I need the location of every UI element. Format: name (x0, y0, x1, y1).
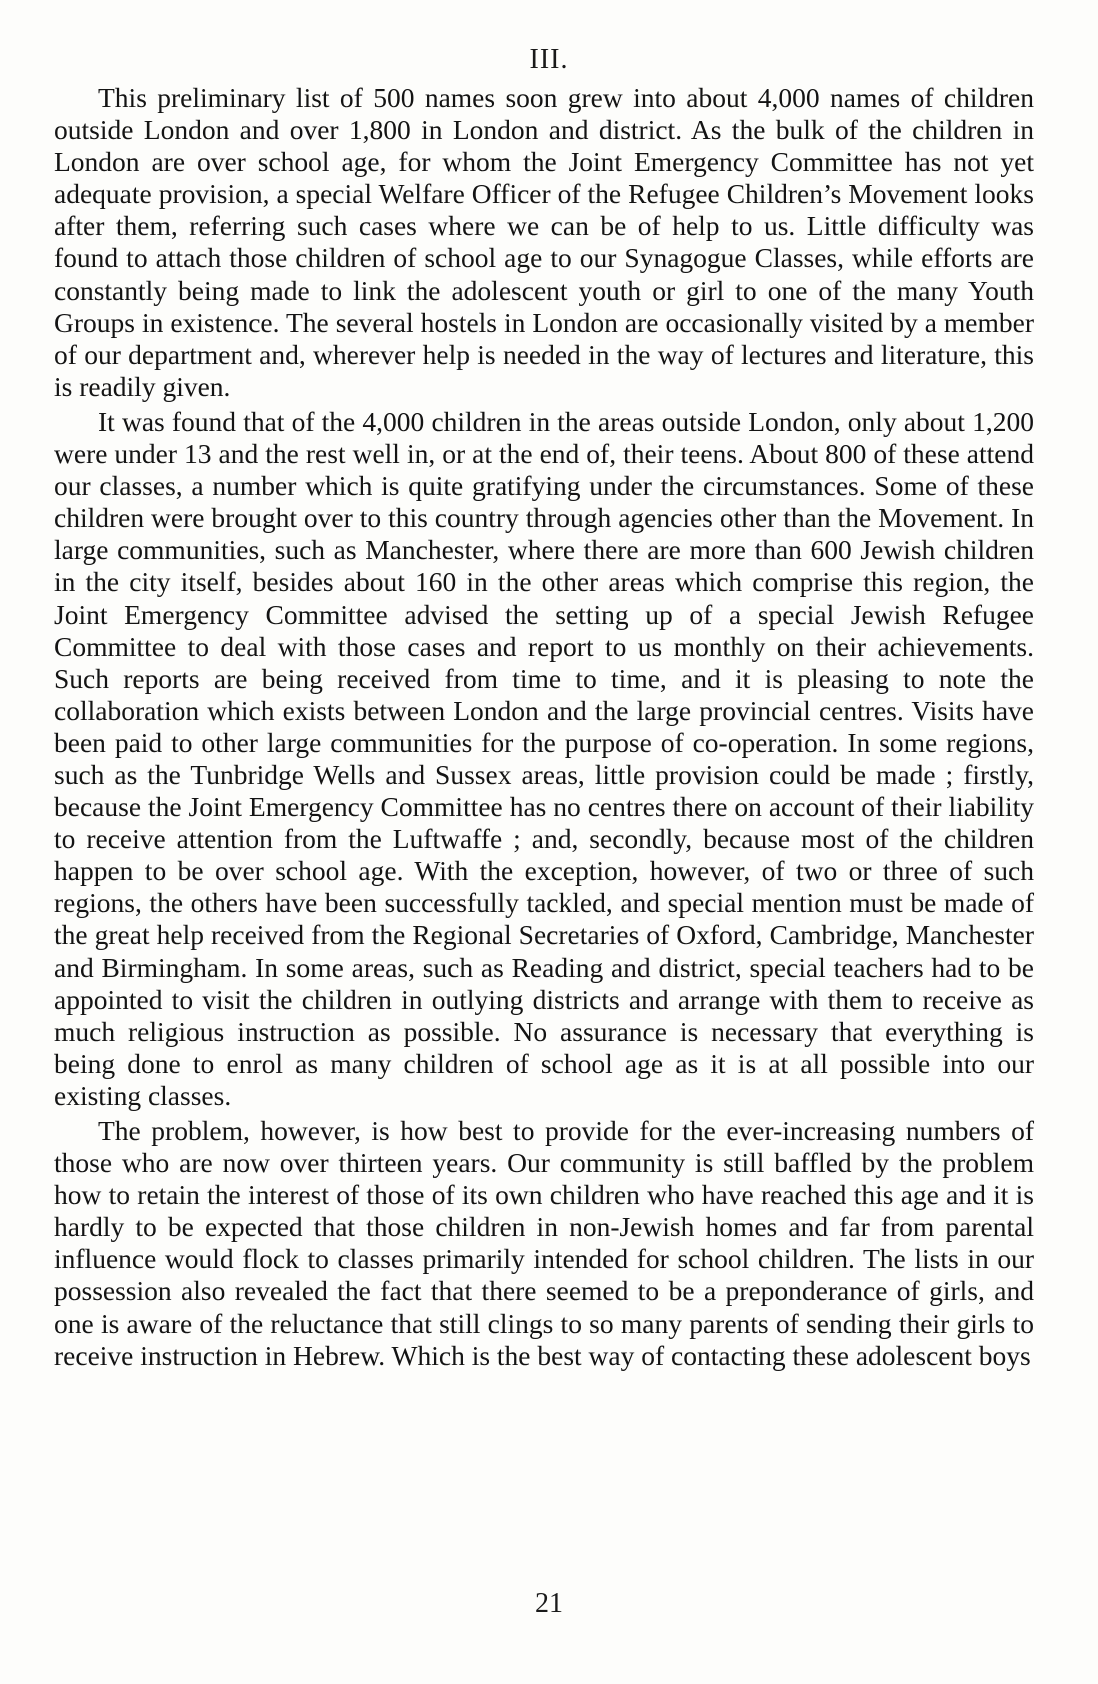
page-number: 21 (535, 1588, 563, 1619)
paragraph-2: It was found that of the 4,000 children in the areas outside London, only about 1,200 were under 13 and the rest well in, or at the end of, their teens. About 800 of these attend our classes, a number which is quite gratifying under the circumstances. Some of these children were brought over to this country through agencies other than the Movement. In large communities, such as Manchester, where there are more than 600 Jewish children in the city itself, besides about 160 in the other areas which comprise this region, the Joint Emergency Committee advised the setting up of a special Jewish Refugee Committee to deal with those cases and report to us monthly on their achievements. Such reports are being received from time to time, and it is pleasing to note the collaboration which exists between London and the large provincial centres. Visits have been paid to other large communities for the purpose of co-operation. In some regions, such as the Tunbridge Wells and Sussex areas, little provision could be made ; firstly, because the Joint Emergency Committee has no centres there on account of their liability to receive attention from the Luftwaffe ; and, secondly, because most of the children happen to be over school age. With the exception, however, of two or three of such regions, the others have been successfully tackled, and special mention must be made of the great help received from the Regional Secretaries of Oxford, Cambridge, Manchester and Birmingham. In some areas, such as Reading and district, special teachers had to be appointed to visit the children in outlying districts and arrange with them to receive as much religious instruction as possible. No assurance is necessary that everything is being done to enrol as many children of school age as it is at all possible into our existing classes. (54, 405, 1034, 1111)
section-heading: III. (529, 44, 569, 75)
paragraph-1: This preliminary list of 500 names soon grew into about 4,000 names of children outside London and over 1,800 in London and district. As the bulk of the children in London are over school age, for whom the Joint Emergency Committee has not yet adequate provision, a special Welfare Officer of the Refugee Children’s Movement looks after them, referring such cases where we can be of help to us. Little difficulty was found to attach those children of school age to our Synagogue Classes, while efforts are constantly being made to link the adolescent youth or girl to one of the many Youth Groups in existence. The several hostels in London are occasionally visited by a member of our department and, wherever help is needed in the way of lectures and literature, this is readily given. (54, 82, 1034, 402)
body-text (54, 82, 1034, 1375)
paragraph-3: The problem, however, is how best to provide for the ever-increasing numbers of those who are now over thirteen years. Our community is still baffled by the problem how to retain the interest of those of its own children who have reached this age and it is hardly to be expected that those children in non-Jewish homes and far from parental influence would flock to classes primarily intended for school children. The lists in our possession also revealed the fact that there seemed to be a preponderance of girls, and one is aware of the reluctance that still clings to so many parents of sending their girls to receive instruction in Hebrew. Which is the best way of contacting these adolescent boys (54, 1115, 1034, 1371)
